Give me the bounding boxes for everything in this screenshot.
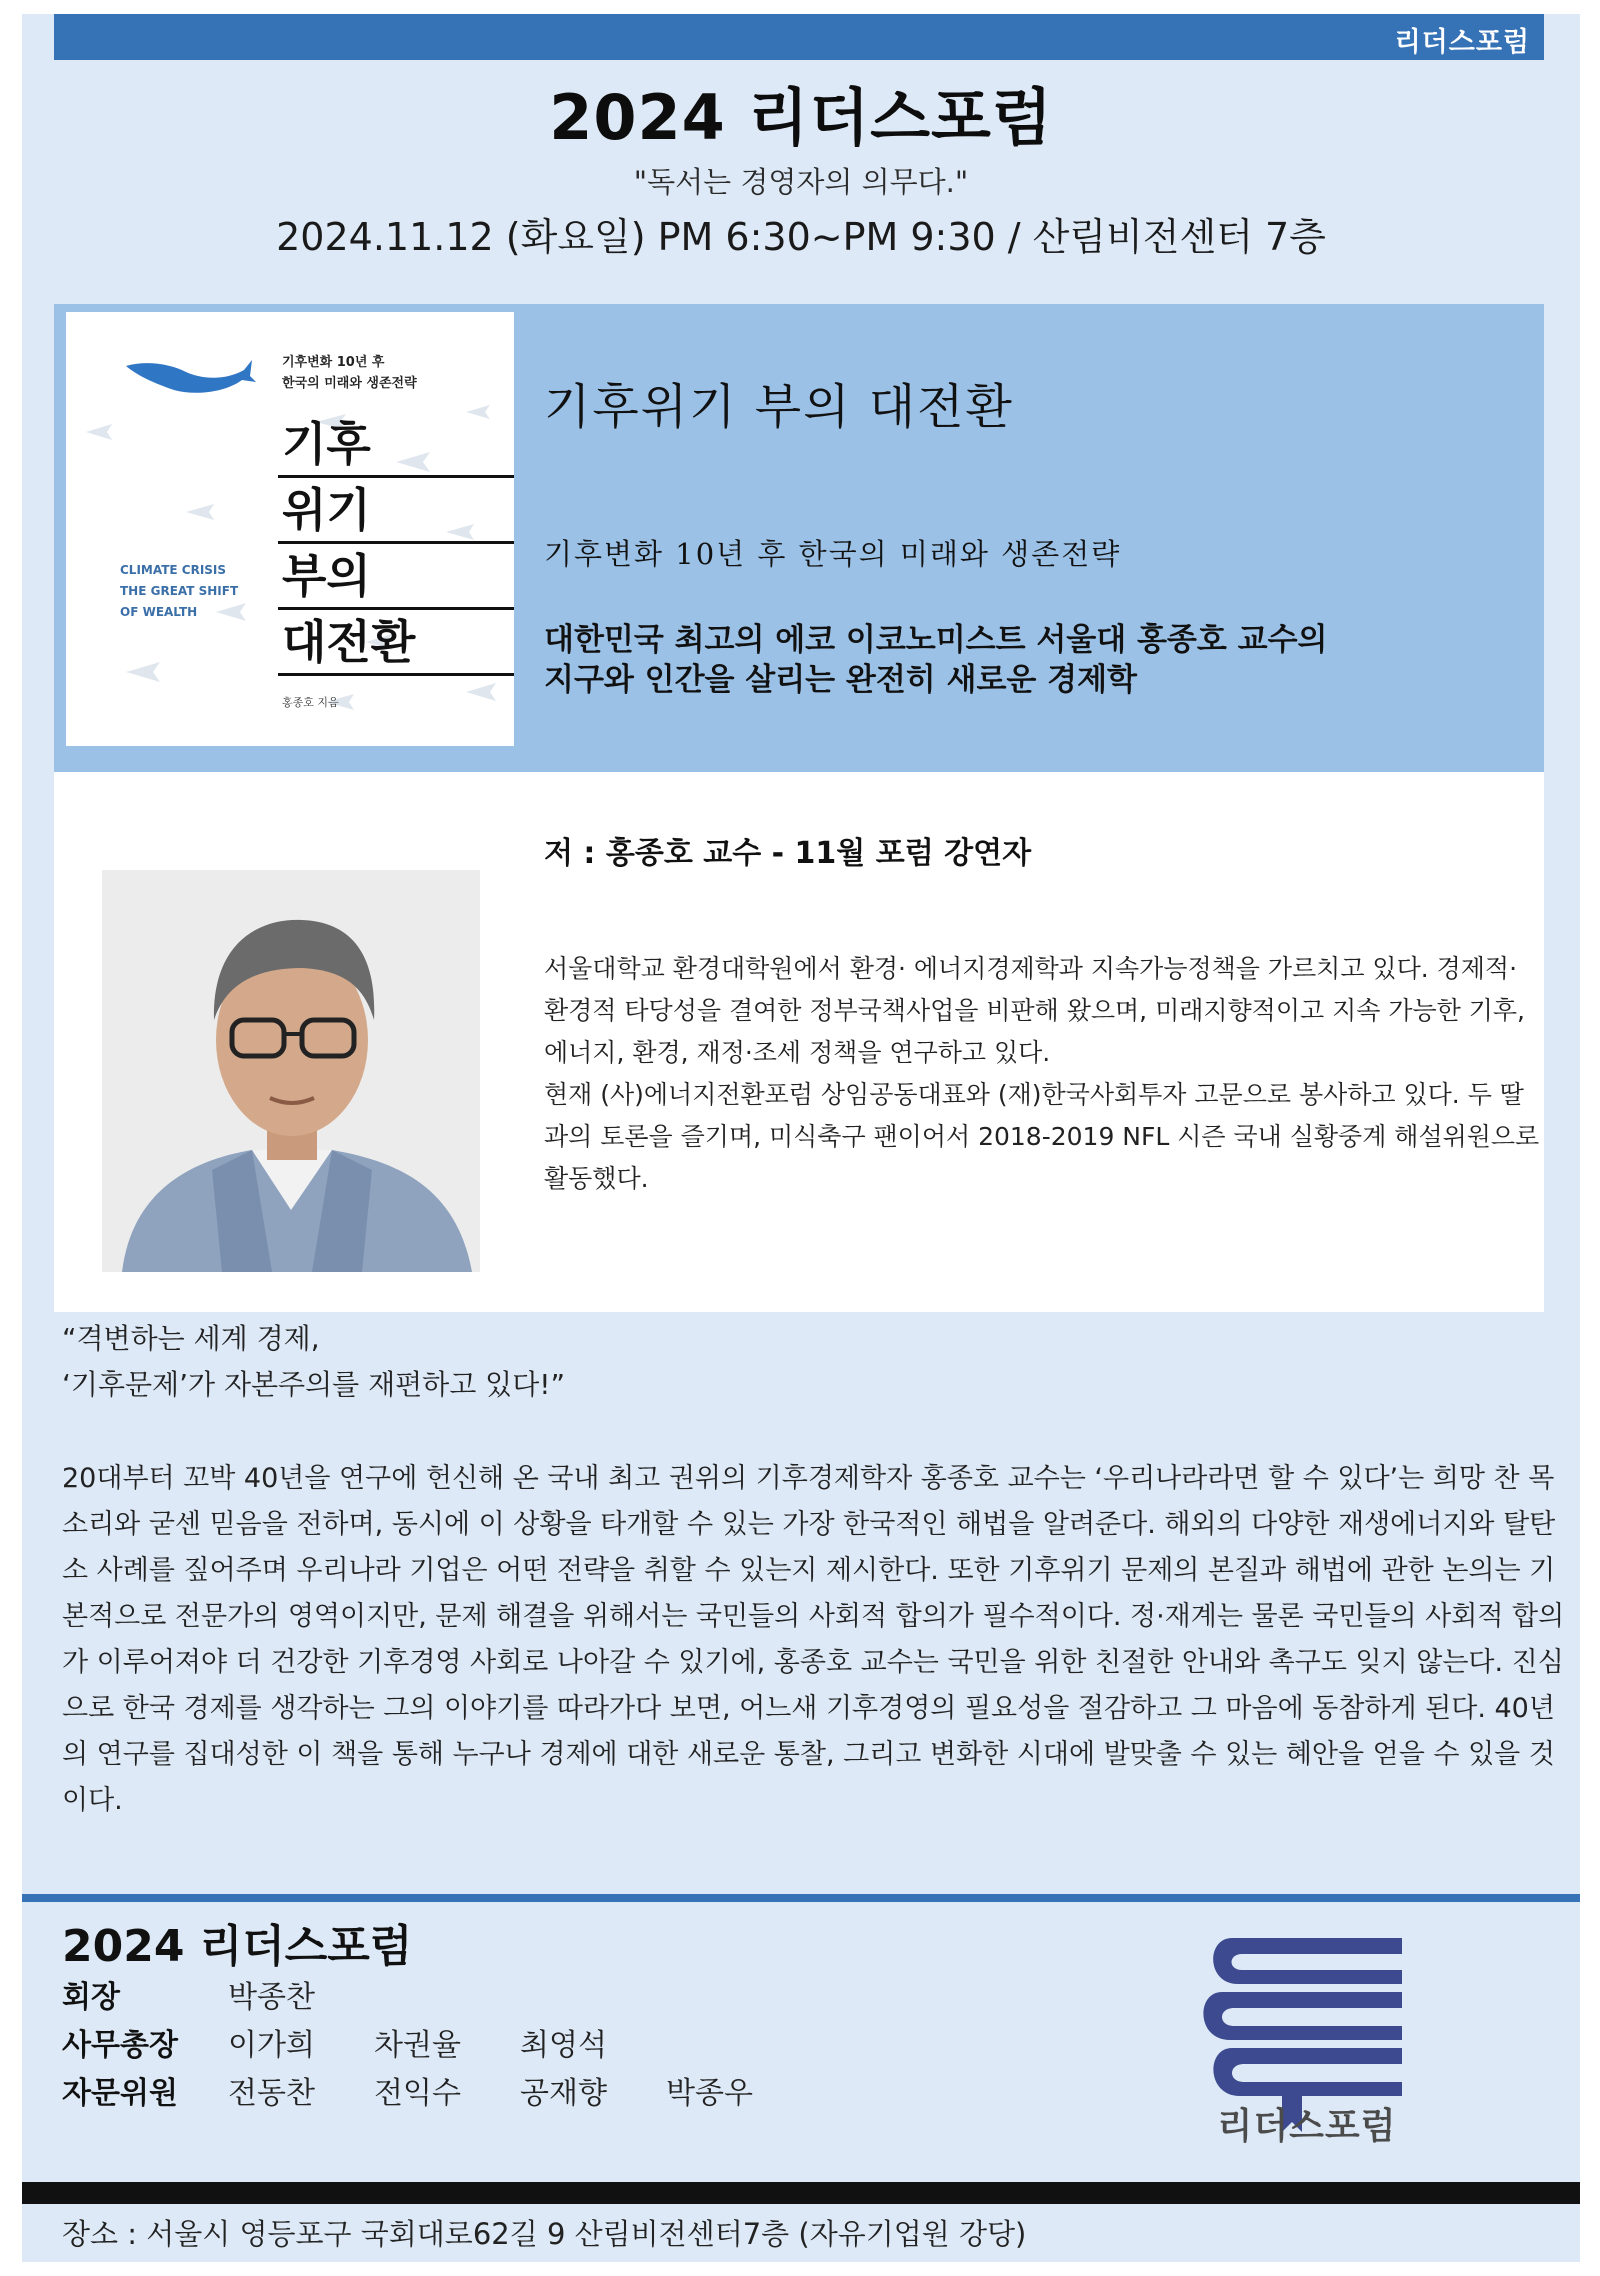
top-banner	[54, 14, 1544, 60]
committee-row-chair: 회장 박종찬	[62, 1980, 315, 2015]
banner-label: 리더스포럼	[1394, 27, 1530, 58]
venue-divider	[22, 2182, 1580, 2204]
logo-text: 리더스포럼	[1217, 2105, 1397, 2147]
committee-list	[62, 1974, 812, 2118]
committee-row-secretary: 사무총장 이가희 차권율 최영석	[62, 2028, 607, 2063]
author-photo	[102, 870, 480, 1272]
author-portrait-icon	[102, 870, 480, 1272]
book-cover-image	[66, 312, 514, 746]
whale-icon	[126, 352, 256, 402]
footer-title: 2024 리더스포럼	[62, 1921, 413, 1972]
book-panel	[54, 304, 1544, 772]
author-panel	[54, 772, 1544, 1312]
author-heading: 저 : 홍종호 교수 - 11월 포럼 강연자	[544, 836, 1032, 871]
committee-row-advisors: 자문위원 전동찬 전익수 공재향 박종우	[62, 2076, 753, 2111]
page-title: 2024 리더스포럼	[549, 81, 1053, 154]
event-datetime: 2024.11.12 (화요일) PM 6:30~PM 9:30 / 산림비전센터 7층	[276, 215, 1326, 259]
book-title: 기후위기 부의 대전환	[544, 379, 1014, 435]
book-subtitle: 기후변화 10년 후 한국의 미래와 생존전략	[544, 537, 1122, 571]
cover-title: 기후 위기 부의 대전환	[278, 412, 514, 676]
cover-author: 홍종호 지음	[282, 696, 339, 709]
page-subtitle: "독서는 경영자의 의무다."	[633, 165, 969, 199]
author-bio: 서울대학교 환경대학원에서 환경· 에너지경제학과 지속가능정책을 가르치고 있다. 경제적· 환경적 타당성을 결여한 정부국책사업을 비판해 왔으며, 미래지향적이고 지속 가능한 기후, 에너지, 환경, 재정·조세 정책을 연구하고 있다. 현재 (사)에너지전환포럼 상임공동대표와 (재)한국사회투자 고문으로 봉사하고 있다. 두 딸과의 토론을 즐기며, 미식축구 팬이어서 2018-2019 NFL 시즌 국내 실황중계 해설위원으로 활동했다.	[544, 954, 1540, 1193]
book-quote: “격변하는 세계 경제, ‘기후문제’가 자본주의를 재편하고 있다!”	[62, 1322, 566, 1401]
book-summary: 20대부터 꼬박 40년을 연구에 헌신해 온 국내 최고 권위의 기후경제학자 홍종호 교수는 ‘우리나라라면 할 수 있다’는 희망 찬 목소리와 굳센 믿음을 전하며, 동시에 이 상황을 타개할 수 있는 가장 한국적인 해법을 알려준다. 해외의 다양한 재생에너지와 탈탄소 사례를 짚어주며 우리나라 기업은 어떤 전략을 취할 수 있는지 제시한다. 또한 기후위기 문제의 본질과 해법에 관한 논의는 기본적으로 전문가의 영역이지만, 문제 해결을 위해서는 국민들의 사회적 합의가 필수적이다. 정·재계는 물론 국민들의 사회적 합의가 이루어져야 더 건강한 기후경영 사회로 나아갈 수 있기에, 홍종호 교수는 국민을 위한 친절한 안내와 촉구도 잊지 않는다. 진심으로 한국 경제를 생각하는 그의 이야기를 따라가다 보면, 어느새 기후경영의 필요성을 절감하고 그 마음에 동참하게 된다. 40년의 연구를 집대성한 이 책을 통해 누구나 경제에 대한 새로운 통찰, 그리고 변화한 시대에 발맞출 수 있는 혜안을 얻을 수 있을 것이다.	[62, 1463, 1565, 1816]
book-description: 대한민국 최고의 에코 이코노미스트 서울대 홍종호 교수의 지구와 인간을 살리는 완전히 새로운 경제학	[544, 622, 1328, 698]
venue-address: 장소 : 서울시 영등포구 국회대로62길 9 산림비전센터7층 (자유기업원 강당)	[62, 2217, 1027, 2251]
cover-tagline: 기후변화 10년 후 한국의 미래와 생존전략	[282, 355, 417, 391]
cover-english-title: CLIMATE CRISIS THE GREAT SHIFT OF WEALTH	[120, 563, 239, 619]
poster-page	[22, 14, 1580, 2262]
footer-divider	[22, 1894, 1580, 1902]
